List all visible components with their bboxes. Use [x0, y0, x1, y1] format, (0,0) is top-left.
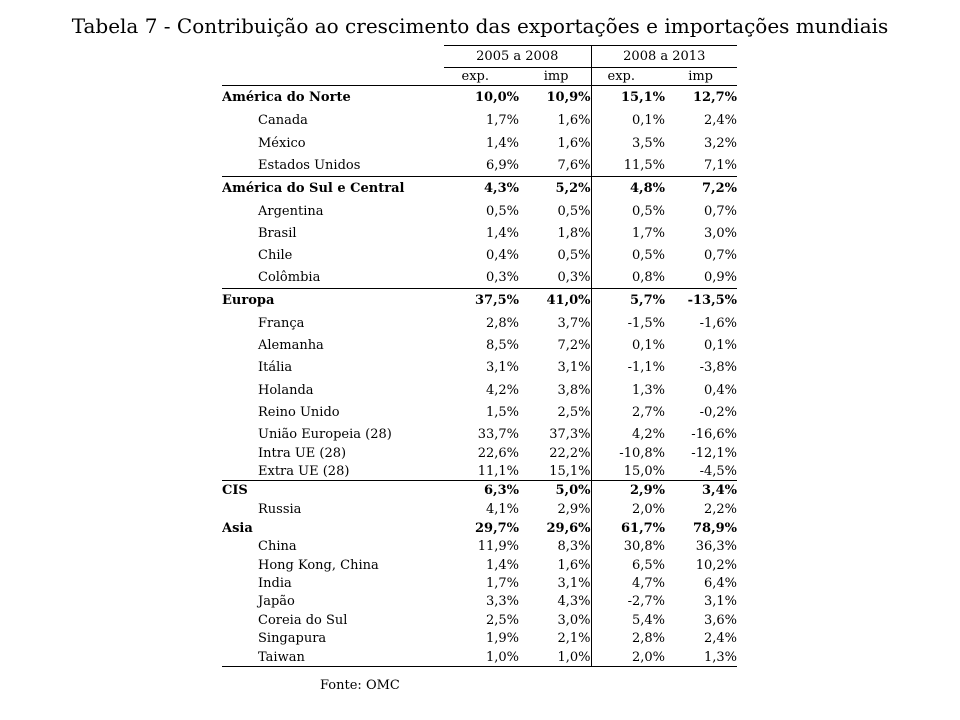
imp-2008-2013-value: -0,2% — [699, 405, 737, 420]
exp-2008-2013-value: 4,8% — [591, 177, 665, 201]
country-row — [222, 629, 737, 648]
row-label: Reino Unido — [258, 405, 340, 420]
country-row — [222, 222, 737, 244]
imp-2005-2008-value: 22,2% — [519, 444, 591, 462]
header-empty-cell — [222, 46, 444, 68]
exp-2008-2013-value: -1,1% — [627, 360, 665, 375]
country-row — [222, 648, 737, 667]
period-header-2008-2013: 2008 a 2013 — [591, 46, 737, 68]
imp-2008-2013-value: 0,9% — [703, 269, 737, 285]
exp-2005-2008-value: 1,0% — [444, 648, 519, 667]
exp-2008-2013-value: 3,5% — [631, 135, 665, 151]
imp-2005-2008-value: 1,6% — [519, 109, 591, 132]
exp-2008-2013-value: 30,8% — [623, 539, 665, 554]
exp-2008-2013-value: -1,5% — [627, 315, 665, 331]
exp-2005-2008-value: 2,8% — [485, 315, 519, 331]
exp-2005-2008-value: 11,1% — [477, 463, 519, 479]
exp-2008-2013-value: 2,0% — [631, 502, 665, 517]
exp-2005-2008-value: 6,9% — [485, 157, 519, 173]
subheader-empty-cell — [222, 68, 444, 86]
subheader-exp-2005: exp. — [444, 68, 519, 86]
imp-2008-2013-value: 0,1% — [703, 337, 737, 353]
period-header-2005-2008: 2005 a 2008 — [444, 46, 591, 68]
exp-2005-2008-value: 0,3% — [485, 269, 519, 285]
exp-2008-2013-value: 4,2% — [631, 426, 665, 442]
row-label: Itália — [258, 360, 293, 375]
row-label: Alemanha — [258, 337, 324, 353]
row-label: México — [258, 135, 306, 151]
imp-2005-2008-value: 3,0% — [519, 611, 591, 629]
exp-2008-2013-value: 2,9% — [591, 481, 665, 501]
imp-2005-2008-value: 15,1% — [519, 462, 591, 481]
country-row — [222, 424, 737, 444]
exp-2008-2013-value: 0,8% — [631, 269, 665, 285]
country-row — [222, 537, 737, 556]
imp-2005-2008-value: 0,3% — [519, 266, 591, 289]
imp-2008-2013-value: 2,4% — [703, 631, 737, 646]
row-label: Hong Kong, China — [258, 557, 379, 573]
imp-2005-2008-value: 1,0% — [519, 648, 591, 667]
exp-2005-2008-value: 1,7% — [485, 575, 519, 591]
imp-2005-2008-value: 1,6% — [519, 556, 591, 574]
exp-2005-2008-value: 11,9% — [477, 539, 519, 554]
subheader-row — [222, 68, 737, 86]
row-label: Coreia do Sul — [258, 612, 348, 628]
imp-2008-2013-value: 10,2% — [695, 557, 737, 573]
exp-2008-2013-value: 0,5% — [631, 247, 665, 263]
imp-2005-2008-value: 3,7% — [519, 312, 591, 334]
row-label: Canada — [258, 113, 308, 128]
row-label: Russia — [258, 502, 302, 517]
imp-2005-2008-value: 5,2% — [519, 177, 591, 201]
region-row — [222, 177, 737, 201]
imp-2005-2008-value: 10,9% — [519, 86, 591, 110]
imp-2008-2013-value: -12,1% — [691, 445, 737, 461]
imp-2005-2008-value: 1,8% — [519, 222, 591, 244]
row-label: CIS — [222, 481, 444, 501]
row-label: Holanda — [258, 382, 314, 398]
exp-2005-2008-value: 1,4% — [485, 135, 519, 151]
subheader-imp-2008: imp — [665, 68, 737, 86]
exp-2005-2008-value: 1,5% — [485, 405, 519, 420]
imp-2005-2008-value: 37,3% — [519, 424, 591, 444]
period-header-row — [222, 46, 737, 68]
imp-2008-2013-value: 0,4% — [703, 382, 737, 398]
imp-2008-2013-value: 2,4% — [703, 113, 737, 128]
region-row — [222, 86, 737, 110]
country-row — [222, 444, 737, 462]
country-row — [222, 200, 737, 222]
subheader-exp-2008: exp. — [591, 68, 665, 86]
exp-2005-2008-value: 33,7% — [477, 426, 519, 442]
exp-2005-2008-value: 37,5% — [444, 289, 519, 313]
row-label: América do Norte — [222, 86, 444, 110]
imp-2005-2008-value: 7,6% — [519, 154, 591, 177]
row-label: Extra UE (28) — [258, 463, 350, 479]
row-label: União Europeia (28) — [258, 426, 392, 442]
exp-2008-2013-value: 11,5% — [623, 157, 665, 173]
exp-2008-2013-value: 0,5% — [631, 203, 665, 219]
exp-2005-2008-value: 0,4% — [485, 247, 519, 263]
row-label: Chile — [258, 247, 293, 263]
imp-2008-2013-value: -16,6% — [691, 426, 737, 442]
exp-2008-2013-value: 1,3% — [631, 382, 665, 398]
imp-2008-2013-value: 3,2% — [703, 135, 737, 151]
exp-2005-2008-value: 0,5% — [485, 203, 519, 219]
exp-2008-2013-value: -10,8% — [619, 445, 665, 461]
exp-2005-2008-value: 4,3% — [444, 177, 519, 201]
country-row — [222, 334, 737, 356]
exp-2005-2008-value: 3,1% — [485, 360, 519, 375]
exp-2005-2008-value: 29,7% — [474, 520, 519, 536]
exp-2005-2008-value: 1,4% — [485, 557, 519, 573]
row-label: América do Sul e Central — [222, 177, 444, 201]
row-label: Colômbia — [258, 269, 321, 285]
country-row — [222, 500, 737, 519]
imp-2008-2013-value: 12,7% — [665, 86, 737, 110]
exp-2005-2008-value: 1,4% — [485, 225, 519, 241]
imp-2008-2013-value: -3,8% — [699, 360, 737, 375]
exp-2008-2013-value: 2,7% — [631, 405, 665, 420]
imp-2005-2008-value: 2,1% — [519, 629, 591, 648]
imp-2008-2013-value: 3,6% — [703, 612, 737, 628]
row-label: Brasil — [258, 225, 297, 241]
imp-2005-2008-value: 3,8% — [519, 379, 591, 401]
imp-2008-2013-value: -13,5% — [665, 289, 737, 313]
exp-2008-2013-value: 0,1% — [631, 113, 665, 128]
country-row — [222, 574, 737, 592]
source-note: Fonte: OMC — [320, 678, 400, 693]
imp-2005-2008-value: 8,3% — [519, 537, 591, 556]
row-label: India — [258, 575, 292, 591]
imp-2008-2013-value: 36,3% — [695, 539, 737, 554]
imp-2008-2013-value: 0,7% — [703, 247, 737, 263]
imp-2008-2013-value: 2,2% — [703, 502, 737, 517]
imp-2005-2008-value: 2,5% — [519, 401, 591, 424]
exp-2005-2008-value: 1,9% — [485, 631, 519, 646]
row-label: Argentina — [258, 203, 324, 219]
imp-2005-2008-value: 41,0% — [519, 289, 591, 313]
imp-2008-2013-value: -4,5% — [699, 463, 737, 479]
region-row — [222, 519, 737, 537]
country-row — [222, 356, 737, 379]
exp-2008-2013-value: 5,7% — [591, 289, 665, 313]
country-row — [222, 611, 737, 629]
exp-2008-2013-value: 5,4% — [631, 612, 665, 628]
exp-2005-2008-value: 2,5% — [485, 612, 519, 628]
imp-2005-2008-value: 4,3% — [519, 592, 591, 611]
imp-2008-2013-value: 78,9% — [692, 520, 737, 536]
exp-2005-2008-value: 4,1% — [485, 502, 519, 517]
imp-2008-2013-value: 1,3% — [665, 648, 737, 667]
row-label: Taiwan — [222, 648, 444, 667]
row-label: Intra UE (28) — [258, 445, 347, 461]
imp-2005-2008-value: 2,9% — [519, 500, 591, 519]
row-label: França — [258, 315, 305, 331]
country-row — [222, 312, 737, 334]
row-label: Japão — [258, 594, 295, 609]
exp-2005-2008-value: 22,6% — [477, 445, 519, 461]
exp-2008-2013-value: 61,7% — [620, 520, 665, 536]
exp-2008-2013-value: 15,0% — [623, 463, 665, 479]
imp-2008-2013-value: 7,2% — [665, 177, 737, 201]
exp-2008-2013-value: 15,1% — [591, 86, 665, 110]
imp-2008-2013-value: 3,4% — [665, 481, 737, 501]
exp-2005-2008-value: 6,3% — [444, 481, 519, 501]
exp-2008-2013-value: 1,7% — [631, 225, 665, 241]
country-row — [222, 462, 737, 481]
country-row — [222, 401, 737, 424]
country-row — [222, 556, 737, 574]
row-label: Singapura — [258, 631, 327, 646]
exp-2008-2013-value: 6,5% — [631, 557, 665, 573]
exp-2005-2008-value: 10,0% — [444, 86, 519, 110]
exp-2008-2013-value: -2,7% — [627, 594, 665, 609]
row-label: Europa — [222, 289, 444, 313]
exp-2008-2013-value: 0,1% — [631, 337, 665, 353]
row-label: Estados Unidos — [258, 157, 361, 173]
exp-2005-2008-value: 8,5% — [485, 337, 519, 353]
country-row — [222, 266, 737, 289]
imp-2008-2013-value: 0,7% — [703, 203, 737, 219]
imp-2008-2013-value: 7,1% — [703, 157, 737, 173]
exp-2005-2008-value: 3,3% — [485, 594, 519, 609]
country-row — [222, 109, 737, 132]
exp-2008-2013-value: 4,7% — [631, 575, 665, 591]
imp-2008-2013-value: 6,4% — [703, 575, 737, 591]
exp-2005-2008-value: 4,2% — [485, 382, 519, 398]
imp-2005-2008-value: 5,0% — [519, 481, 591, 501]
imp-2008-2013-value: 3,1% — [703, 594, 737, 609]
imp-2005-2008-value: 7,2% — [519, 334, 591, 356]
imp-2005-2008-value: 3,1% — [519, 356, 591, 379]
country-row — [222, 379, 737, 401]
region-row — [222, 289, 737, 313]
imp-2008-2013-value: 3,0% — [703, 225, 737, 241]
imp-2005-2008-value: 3,1% — [519, 574, 591, 592]
imp-2005-2008-value: 0,5% — [519, 200, 591, 222]
row-label: China — [258, 539, 297, 554]
exp-2008-2013-value: 2,0% — [591, 648, 665, 667]
country-row — [222, 154, 737, 177]
imp-2005-2008-value: 0,5% — [519, 244, 591, 266]
imp-2005-2008-value: 29,6% — [519, 519, 591, 537]
exp-2008-2013-value: 2,8% — [631, 631, 665, 646]
country-row — [222, 244, 737, 266]
exp-2005-2008-value: 1,7% — [485, 113, 519, 128]
contribution-table — [222, 45, 737, 667]
country-row — [222, 132, 737, 154]
imp-2008-2013-value: -1,6% — [699, 315, 737, 331]
country-row — [222, 592, 737, 611]
imp-2005-2008-value: 1,6% — [519, 132, 591, 154]
table-title: Tabela 7 - Contribuição ao crescimento das exportações e importações mundiais — [71, 14, 889, 38]
region-row — [222, 481, 737, 501]
row-label: Asia — [222, 520, 253, 536]
subheader-imp-2005: imp — [519, 68, 591, 86]
